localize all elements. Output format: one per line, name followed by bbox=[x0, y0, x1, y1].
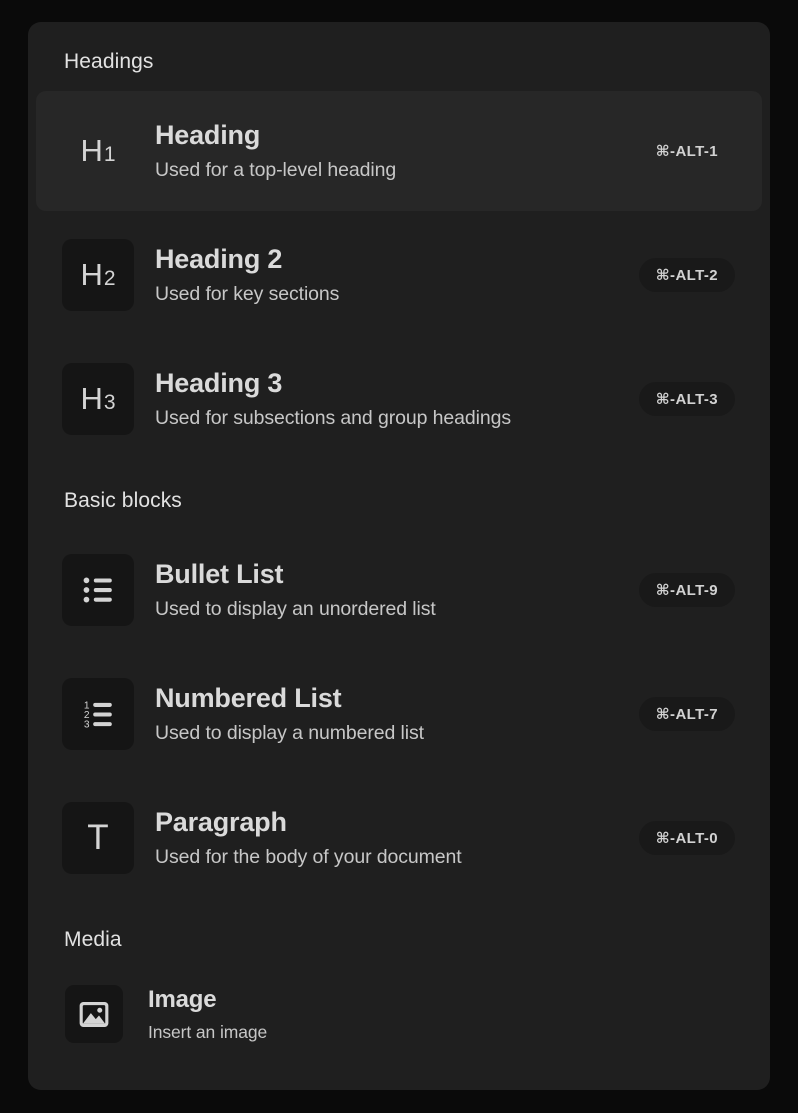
item-title: Heading 3 bbox=[155, 368, 283, 398]
menu-item-heading-3[interactable] bbox=[36, 339, 762, 459]
item-subtitle: Insert an image bbox=[148, 1021, 268, 1042]
shortcut-badge: ⌘-ALT-1 bbox=[655, 143, 718, 160]
heading-3-icon: H 3 bbox=[62, 363, 134, 435]
section-label-headings: Headings bbox=[64, 50, 154, 73]
item-title: Heading 2 bbox=[155, 244, 283, 274]
item-subtitle: Used for subsections and group headings bbox=[155, 407, 512, 429]
menu-item-paragraph[interactable] bbox=[36, 778, 762, 898]
item-subtitle: Used to display an unordered list bbox=[155, 598, 436, 620]
section-basic-blocks-rows bbox=[28, 530, 770, 898]
block-insert-menu bbox=[28, 22, 770, 1090]
svg-text:3: 3 bbox=[83, 719, 90, 731]
svg-text:1: 1 bbox=[83, 700, 90, 712]
shortcut-badge: ⌘-ALT-0 bbox=[639, 821, 735, 855]
item-subtitle: Used for a top-level heading bbox=[155, 159, 397, 181]
svg-text:2: 2 bbox=[83, 709, 90, 721]
heading-2-icon: H 2 bbox=[62, 239, 134, 311]
section-label-basic-blocks: Basic blocks bbox=[64, 489, 182, 512]
shortcut-badge: ⌘-ALT-2 bbox=[639, 258, 735, 292]
item-title: Numbered List bbox=[155, 683, 342, 713]
menu-item-image[interactable] bbox=[36, 969, 762, 1059]
section-media-rows bbox=[28, 969, 770, 1059]
item-title: Heading bbox=[155, 120, 261, 150]
item-subtitle: Used for the body of your document bbox=[155, 846, 462, 868]
menu-item-bullet-list[interactable] bbox=[36, 530, 762, 650]
shortcut-badge: ⌘-ALT-9 bbox=[639, 573, 735, 607]
numbered-list-icon bbox=[62, 678, 134, 750]
section-label-media: Media bbox=[64, 928, 122, 951]
bullet-list-icon bbox=[62, 554, 134, 626]
item-title: Image bbox=[148, 985, 217, 1013]
item-title: Bullet List bbox=[155, 559, 284, 589]
paragraph-icon: T bbox=[62, 802, 134, 874]
menu-item-heading-2[interactable] bbox=[36, 215, 762, 335]
shortcut-badge: ⌘-ALT-7 bbox=[639, 697, 735, 731]
item-subtitle: Used to display a numbered list bbox=[155, 722, 424, 744]
menu-item-numbered-list[interactable] bbox=[36, 654, 762, 774]
section-headings-rows bbox=[28, 91, 770, 459]
shortcut-badge: ⌘-ALT-3 bbox=[639, 382, 735, 416]
menu-item-heading-1[interactable] bbox=[36, 91, 762, 211]
item-subtitle: Used for key sections bbox=[155, 283, 340, 305]
item-title: Paragraph bbox=[155, 807, 287, 837]
heading-1-icon: H 1 bbox=[80, 133, 116, 168]
image-icon bbox=[65, 985, 123, 1043]
